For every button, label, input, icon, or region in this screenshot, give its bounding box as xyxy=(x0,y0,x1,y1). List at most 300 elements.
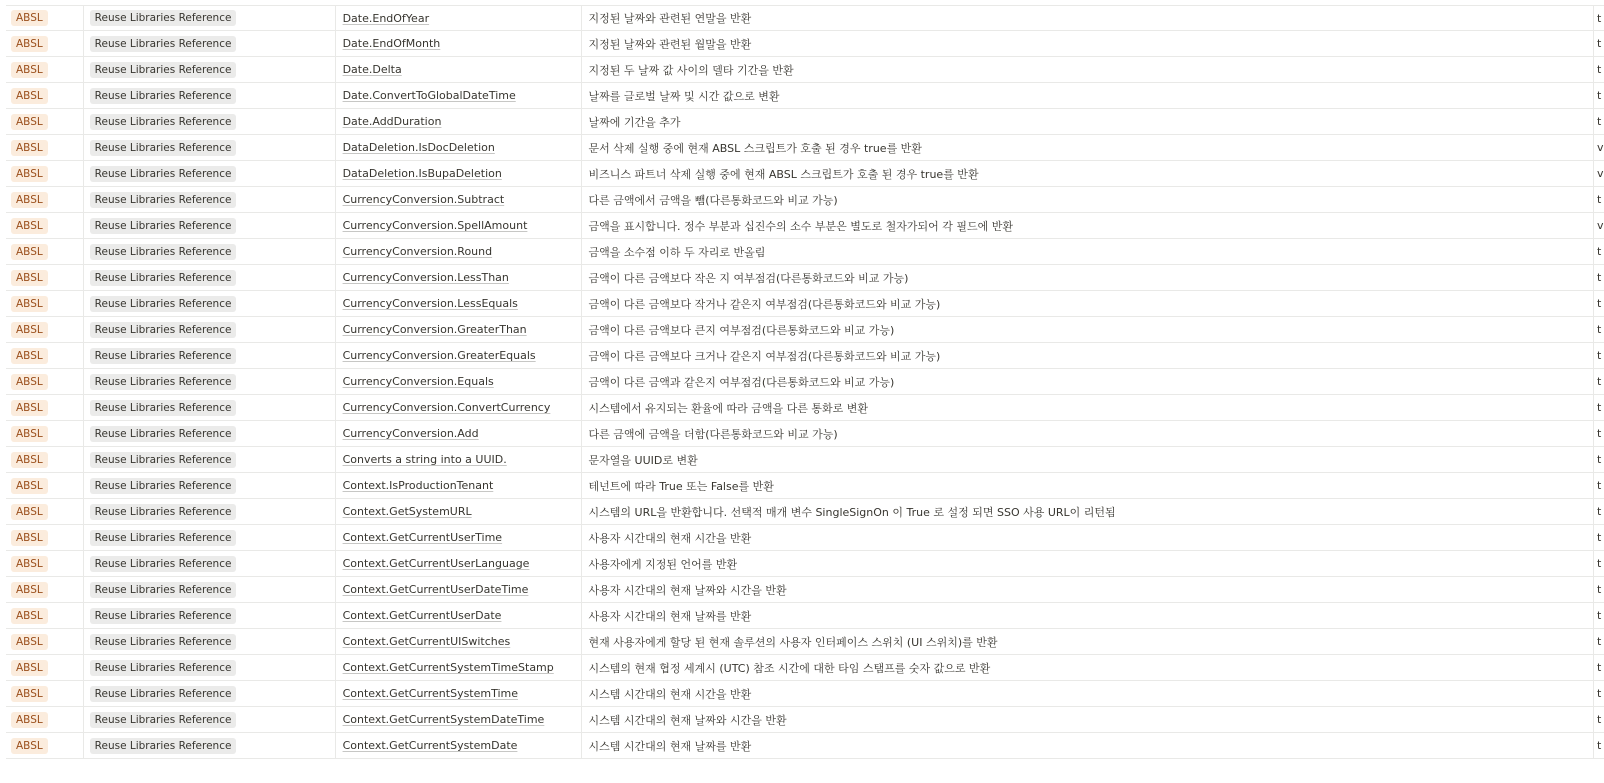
category-cell[interactable] xyxy=(84,109,336,134)
function-name-cell[interactable] xyxy=(336,265,582,290)
category-tag: Reuse Libraries Reference xyxy=(90,530,237,546)
extra-cell[interactable] xyxy=(1594,291,1604,316)
extra-text: t xyxy=(1597,739,1602,752)
type-cell[interactable] xyxy=(6,265,84,290)
description-cell[interactable] xyxy=(582,6,1595,30)
function-name[interactable]: CurrencyConversion.SpellAmount xyxy=(342,219,528,232)
category-tag: Reuse Libraries Reference xyxy=(90,556,237,572)
type-cell[interactable] xyxy=(6,343,84,368)
extra-cell[interactable] xyxy=(1594,109,1604,134)
function-name[interactable]: Converts a string into a UUID. xyxy=(342,453,507,466)
category-tag: Reuse Libraries Reference xyxy=(90,660,237,676)
type-cell[interactable] xyxy=(6,577,84,602)
type-cell[interactable] xyxy=(6,187,84,212)
extra-cell[interactable] xyxy=(1594,655,1604,680)
description-cell[interactable] xyxy=(582,447,1595,472)
reference-table xyxy=(6,5,1604,759)
extra-text: t xyxy=(1597,505,1602,518)
function-name[interactable]: Context.GetCurrentSystemDate xyxy=(342,739,518,752)
extra-text: t xyxy=(1597,635,1602,648)
description-text: 금액이 다른 금액보다 작거나 같은지 여부점검(다른통화코드와 비교 가능) xyxy=(588,297,941,311)
category-tag: Reuse Libraries Reference xyxy=(90,686,237,702)
function-name-cell[interactable] xyxy=(336,187,582,212)
type-tag: ABSL xyxy=(11,192,48,208)
description-cell[interactable] xyxy=(582,135,1595,160)
category-tag: Reuse Libraries Reference xyxy=(90,582,237,598)
type-tag: ABSL xyxy=(11,62,48,78)
extra-text: t xyxy=(1597,37,1602,50)
type-tag: ABSL xyxy=(11,140,48,156)
description-text: 금액이 다른 금액보다 작은 지 여부점검(다른통화코드와 비교 가능) xyxy=(588,271,909,285)
extra-cell[interactable] xyxy=(1594,473,1604,498)
description-cell[interactable] xyxy=(582,681,1595,706)
category-cell[interactable] xyxy=(84,291,336,316)
description-text: 시스템 시간대의 현재 시간을 반환 xyxy=(588,687,752,701)
type-cell[interactable] xyxy=(6,83,84,108)
type-tag: ABSL xyxy=(11,88,48,104)
category-tag: Reuse Libraries Reference xyxy=(90,62,237,78)
extra-text: t xyxy=(1597,453,1602,466)
description-text: 시스템 시간대의 현재 날짜를 반환 xyxy=(588,739,752,753)
function-name[interactable]: Context.GetCurrentUserDateTime xyxy=(342,583,529,596)
category-cell[interactable] xyxy=(84,551,336,576)
category-cell[interactable] xyxy=(84,421,336,446)
category-cell[interactable] xyxy=(84,161,336,186)
extra-cell[interactable] xyxy=(1594,239,1604,264)
category-tag: Reuse Libraries Reference xyxy=(90,400,237,416)
function-name-cell[interactable] xyxy=(336,57,582,82)
function-name-cell[interactable] xyxy=(336,369,582,394)
description-text: 금액을 소수점 이하 두 자리로 반올림 xyxy=(588,245,766,259)
function-name[interactable]: Date.AddDuration xyxy=(342,115,442,128)
function-name-cell[interactable] xyxy=(336,499,582,524)
extra-text: t xyxy=(1597,375,1602,388)
description-text: 날짜를 글로벌 날짜 및 시간 값으로 변환 xyxy=(588,89,780,103)
category-cell[interactable] xyxy=(84,213,336,238)
extra-text: t xyxy=(1597,11,1602,25)
type-cell[interactable] xyxy=(6,681,84,706)
table-row[interactable] xyxy=(6,213,1604,239)
extra-cell[interactable] xyxy=(1594,447,1604,472)
category-cell[interactable] xyxy=(84,577,336,602)
extra-text: t xyxy=(1597,583,1602,596)
category-cell[interactable] xyxy=(84,343,336,368)
type-tag: ABSL xyxy=(11,660,48,676)
description-cell[interactable] xyxy=(582,499,1595,524)
category-cell[interactable] xyxy=(84,473,336,498)
table-row[interactable] xyxy=(6,473,1604,499)
function-name-cell[interactable] xyxy=(336,473,582,498)
category-cell[interactable] xyxy=(84,733,336,758)
extra-cell[interactable] xyxy=(1594,213,1604,238)
type-tag: ABSL xyxy=(11,218,48,234)
description-text: 지정된 두 날짜 값 사이의 델타 기간을 반환 xyxy=(588,63,794,77)
type-cell[interactable] xyxy=(6,473,84,498)
table-row[interactable] xyxy=(6,681,1604,707)
table-row[interactable] xyxy=(6,317,1604,343)
description-cell[interactable] xyxy=(582,733,1595,758)
table-row[interactable] xyxy=(6,239,1604,265)
type-cell[interactable] xyxy=(6,6,84,30)
extra-cell[interactable] xyxy=(1594,57,1604,82)
category-tag: Reuse Libraries Reference xyxy=(90,36,237,52)
category-cell[interactable] xyxy=(84,525,336,550)
function-name-cell[interactable] xyxy=(336,681,582,706)
function-name[interactable]: Date.ConvertToGlobalDateTime xyxy=(342,89,516,102)
table-row[interactable] xyxy=(6,655,1604,681)
category-cell[interactable] xyxy=(84,317,336,342)
table-row[interactable] xyxy=(6,291,1604,317)
type-tag: ABSL xyxy=(11,634,48,650)
type-cell[interactable] xyxy=(6,447,84,472)
category-cell[interactable] xyxy=(84,187,336,212)
description-cell[interactable] xyxy=(582,369,1595,394)
function-name-cell[interactable] xyxy=(336,629,582,654)
type-cell[interactable] xyxy=(6,421,84,446)
table-row[interactable] xyxy=(6,187,1604,213)
description-cell[interactable] xyxy=(582,707,1595,732)
function-name-cell[interactable] xyxy=(336,161,582,186)
table-row[interactable] xyxy=(6,369,1604,395)
function-name-cell[interactable] xyxy=(336,109,582,134)
type-tag: ABSL xyxy=(11,244,48,260)
extra-text: t xyxy=(1597,713,1602,726)
type-tag: ABSL xyxy=(11,426,48,442)
table-row[interactable] xyxy=(6,707,1604,733)
category-cell[interactable] xyxy=(84,6,336,30)
function-name-cell[interactable] xyxy=(336,6,582,30)
extra-cell[interactable] xyxy=(1594,6,1604,30)
extra-text: t xyxy=(1597,271,1602,284)
type-tag: ABSL xyxy=(11,166,48,182)
type-cell[interactable] xyxy=(6,109,84,134)
type-tag: ABSL xyxy=(11,712,48,728)
extra-text: t xyxy=(1597,63,1602,76)
type-tag: ABSL xyxy=(11,582,48,598)
description-text: 시스템의 URL을 반환합니다. 선택적 매개 변수 SingleSignOn 이 True 로 설정 되면 SSO 사용 URL이 리턴됨 xyxy=(588,505,1116,519)
description-text: 사용자에게 지정된 언어를 반환 xyxy=(588,557,738,571)
function-name[interactable]: Context.IsProductionTenant xyxy=(342,479,494,492)
function-name[interactable]: CurrencyConversion.Subtract xyxy=(342,193,505,206)
function-name-cell[interactable] xyxy=(336,31,582,56)
category-tag: Reuse Libraries Reference xyxy=(90,114,237,130)
type-tag: ABSL xyxy=(11,556,48,572)
function-name[interactable]: Date.Delta xyxy=(342,63,402,76)
table-row[interactable] xyxy=(6,395,1604,421)
category-tag: Reuse Libraries Reference xyxy=(90,88,237,104)
function-name-cell[interactable] xyxy=(336,135,582,160)
function-name[interactable]: Context.GetCurrentSystemTimeStamp xyxy=(342,661,554,674)
type-cell[interactable] xyxy=(6,395,84,420)
category-cell[interactable] xyxy=(84,57,336,82)
description-text: 금액이 다른 금액보다 크거나 같은지 여부점검(다른통화코드와 비교 가능) xyxy=(588,349,941,363)
function-name[interactable]: Context.GetCurrentUserDate xyxy=(342,609,502,622)
extra-cell[interactable] xyxy=(1594,161,1604,186)
description-cell[interactable] xyxy=(582,57,1595,82)
category-tag: Reuse Libraries Reference xyxy=(90,712,237,728)
category-cell[interactable] xyxy=(84,135,336,160)
type-tag: ABSL xyxy=(11,322,48,338)
table-row[interactable] xyxy=(6,83,1604,109)
table-row[interactable] xyxy=(6,31,1604,57)
category-tag: Reuse Libraries Reference xyxy=(90,452,237,468)
extra-cell[interactable] xyxy=(1594,525,1604,550)
function-name-cell[interactable] xyxy=(336,213,582,238)
type-cell[interactable] xyxy=(6,551,84,576)
extra-text: t xyxy=(1597,557,1602,570)
table-row[interactable] xyxy=(6,265,1604,291)
category-tag: Reuse Libraries Reference xyxy=(90,166,237,182)
description-cell[interactable] xyxy=(582,239,1595,264)
description-cell[interactable] xyxy=(582,317,1595,342)
function-name[interactable]: Context.GetCurrentUserTime xyxy=(342,531,503,544)
category-cell[interactable] xyxy=(84,447,336,472)
extra-cell[interactable] xyxy=(1594,577,1604,602)
table-row[interactable] xyxy=(6,447,1604,473)
extra-cell[interactable] xyxy=(1594,421,1604,446)
function-name[interactable]: Context.GetSystemURL xyxy=(342,505,472,518)
table-row[interactable] xyxy=(6,499,1604,525)
extra-cell[interactable] xyxy=(1594,187,1604,212)
function-name[interactable]: Context.GetCurrentSystemDateTime xyxy=(342,713,545,726)
type-cell[interactable] xyxy=(6,57,84,82)
category-tag: Reuse Libraries Reference xyxy=(90,244,237,260)
category-cell[interactable] xyxy=(84,707,336,732)
extra-cell[interactable] xyxy=(1594,343,1604,368)
description-cell[interactable] xyxy=(582,525,1595,550)
table-row[interactable] xyxy=(6,603,1604,629)
function-name-cell[interactable] xyxy=(336,83,582,108)
extra-cell[interactable] xyxy=(1594,83,1604,108)
description-cell[interactable] xyxy=(582,603,1595,628)
extra-text: t xyxy=(1597,245,1602,258)
type-cell[interactable] xyxy=(6,603,84,628)
description-text: 금액이 다른 금액보다 큰지 여부점검(다른통화코드와 비교 가능) xyxy=(588,323,895,337)
function-name[interactable]: DataDeletion.IsDocDeletion xyxy=(342,141,495,154)
category-tag: Reuse Libraries Reference xyxy=(90,10,237,26)
description-text: 지정된 날짜와 관련된 연말을 반환 xyxy=(588,12,752,25)
description-cell[interactable] xyxy=(582,83,1595,108)
description-text: 문자열을 UUID로 변환 xyxy=(588,453,698,467)
type-cell[interactable] xyxy=(6,707,84,732)
extra-text: t xyxy=(1597,609,1602,622)
function-name-cell[interactable] xyxy=(336,317,582,342)
function-name[interactable]: CurrencyConversion.GreaterEquals xyxy=(342,349,536,362)
extra-cell[interactable] xyxy=(1594,681,1604,706)
category-tag: Reuse Libraries Reference xyxy=(90,426,237,442)
description-text: 금액이 다른 금액과 같은지 여부점검(다른통화코드와 비교 가능) xyxy=(588,375,895,389)
category-tag: Reuse Libraries Reference xyxy=(90,504,237,520)
type-cell[interactable] xyxy=(6,161,84,186)
description-cell[interactable] xyxy=(582,395,1595,420)
extra-text: t xyxy=(1597,687,1602,700)
extra-cell[interactable] xyxy=(1594,499,1604,524)
table-row[interactable] xyxy=(6,57,1604,83)
type-tag: ABSL xyxy=(11,530,48,546)
type-cell[interactable] xyxy=(6,213,84,238)
description-cell[interactable] xyxy=(582,629,1595,654)
type-tag: ABSL xyxy=(11,114,48,130)
function-name[interactable]: CurrencyConversion.Equals xyxy=(342,375,494,388)
type-cell[interactable] xyxy=(6,31,84,56)
type-tag: ABSL xyxy=(11,504,48,520)
category-cell[interactable] xyxy=(84,629,336,654)
description-text: 금액을 표시합니다. 정수 부분과 십진수의 소수 부분은 별도로 철자가되어 각 필드에 반환 xyxy=(588,219,1014,233)
extra-text: v xyxy=(1597,167,1604,180)
type-cell[interactable] xyxy=(6,135,84,160)
extra-text: t xyxy=(1597,401,1602,414)
extra-text: t xyxy=(1597,479,1602,492)
extra-text: t xyxy=(1597,115,1602,128)
extra-cell[interactable] xyxy=(1594,369,1604,394)
extra-cell[interactable] xyxy=(1594,395,1604,420)
category-cell[interactable] xyxy=(84,239,336,264)
function-name-cell[interactable] xyxy=(336,525,582,550)
function-name-cell[interactable] xyxy=(336,655,582,680)
function-name[interactable]: Context.GetCurrentUISwitches xyxy=(342,635,511,648)
type-tag: ABSL xyxy=(11,348,48,364)
extra-cell[interactable] xyxy=(1594,317,1604,342)
type-cell[interactable] xyxy=(6,239,84,264)
extra-cell[interactable] xyxy=(1594,135,1604,160)
description-cell[interactable] xyxy=(582,291,1595,316)
type-cell[interactable] xyxy=(6,629,84,654)
description-cell[interactable] xyxy=(582,577,1595,602)
function-name-cell[interactable] xyxy=(336,733,582,758)
function-name-cell[interactable] xyxy=(336,577,582,602)
type-tag: ABSL xyxy=(11,400,48,416)
function-name[interactable]: CurrencyConversion.ConvertCurrency xyxy=(342,401,551,414)
category-cell[interactable] xyxy=(84,31,336,56)
function-name-cell[interactable] xyxy=(336,551,582,576)
function-name[interactable]: Date.EndOfMonth xyxy=(342,37,441,50)
function-name-cell[interactable] xyxy=(336,603,582,628)
table-row[interactable] xyxy=(6,577,1604,603)
extra-text: t xyxy=(1597,297,1602,310)
description-text: 문서 삭제 실행 중에 현재 ABSL 스크립트가 호출 된 경우 true를 반환 xyxy=(588,141,922,155)
table-row[interactable] xyxy=(6,525,1604,551)
description-text: 사용자 시간대의 현재 시간을 반환 xyxy=(588,531,752,545)
function-name[interactable]: Date.EndOfYear xyxy=(342,11,430,25)
extra-cell[interactable] xyxy=(1594,603,1604,628)
extra-text: t xyxy=(1597,349,1602,362)
function-name-cell[interactable] xyxy=(336,343,582,368)
type-cell[interactable] xyxy=(6,317,84,342)
description-cell[interactable] xyxy=(582,421,1595,446)
description-cell[interactable] xyxy=(582,551,1595,576)
extra-cell[interactable] xyxy=(1594,551,1604,576)
extra-cell[interactable] xyxy=(1594,31,1604,56)
type-tag: ABSL xyxy=(11,686,48,702)
description-text: 다른 금액에서 금액을 뺌(다른통화코드와 비교 가능) xyxy=(588,193,838,207)
table-row[interactable] xyxy=(6,421,1604,447)
description-cell[interactable] xyxy=(582,161,1595,186)
description-cell[interactable] xyxy=(582,187,1595,212)
description-text: 테넌트에 따라 True 또는 False를 반환 xyxy=(588,479,774,493)
table-row[interactable] xyxy=(6,629,1604,655)
type-tag: ABSL xyxy=(11,270,48,286)
description-text: 시스템의 현재 협정 세계시 (UTC) 참조 시간에 대한 타임 스탬프를 숫자 값으로 반환 xyxy=(588,661,991,675)
table-row[interactable] xyxy=(6,343,1604,369)
description-text: 현재 사용자에게 할당 된 현재 솔루션의 사용자 인터페이스 스위치 (UI 스위치)를 반환 xyxy=(588,635,998,649)
table-row[interactable] xyxy=(6,5,1604,31)
function-name-cell[interactable] xyxy=(336,291,582,316)
function-name-cell[interactable] xyxy=(336,447,582,472)
description-cell[interactable] xyxy=(582,655,1595,680)
extra-text: v xyxy=(1597,141,1604,154)
function-name[interactable]: Context.GetCurrentUserLanguage xyxy=(342,557,530,570)
extra-text: t xyxy=(1597,531,1602,544)
extra-text: v xyxy=(1597,219,1604,232)
function-name-cell[interactable] xyxy=(336,239,582,264)
function-name[interactable]: Context.GetCurrentSystemTime xyxy=(342,687,519,700)
function-name[interactable]: CurrencyConversion.Round xyxy=(342,245,493,258)
function-name[interactable]: CurrencyConversion.LessThan xyxy=(342,271,509,284)
category-cell[interactable] xyxy=(84,369,336,394)
extra-text: t xyxy=(1597,323,1602,336)
extra-cell[interactable] xyxy=(1594,629,1604,654)
type-tag: ABSL xyxy=(11,36,48,52)
type-tag: ABSL xyxy=(11,738,48,754)
function-name[interactable]: DataDeletion.IsBupaDeletion xyxy=(342,167,502,180)
category-tag: Reuse Libraries Reference xyxy=(90,296,237,312)
function-name[interactable]: CurrencyConversion.GreaterThan xyxy=(342,323,527,336)
type-tag: ABSL xyxy=(11,608,48,624)
description-cell[interactable] xyxy=(582,31,1595,56)
category-tag: Reuse Libraries Reference xyxy=(90,348,237,364)
description-text: 날짜에 기간을 추가 xyxy=(588,115,681,129)
category-cell[interactable] xyxy=(84,83,336,108)
function-name[interactable]: CurrencyConversion.LessEquals xyxy=(342,297,518,310)
extra-cell[interactable] xyxy=(1594,265,1604,290)
table-row[interactable] xyxy=(6,109,1604,135)
category-cell[interactable] xyxy=(84,265,336,290)
category-cell[interactable] xyxy=(84,681,336,706)
category-tag: Reuse Libraries Reference xyxy=(90,322,237,338)
extra-cell[interactable] xyxy=(1594,707,1604,732)
category-cell[interactable] xyxy=(84,603,336,628)
type-cell[interactable] xyxy=(6,369,84,394)
table-row[interactable] xyxy=(6,551,1604,577)
function-name-cell[interactable] xyxy=(336,421,582,446)
function-name-cell[interactable] xyxy=(336,707,582,732)
description-text: 사용자 시간대의 현재 날짜를 반환 xyxy=(588,609,752,623)
type-cell[interactable] xyxy=(6,525,84,550)
category-cell[interactable] xyxy=(84,655,336,680)
type-tag: ABSL xyxy=(11,374,48,390)
category-cell[interactable] xyxy=(84,395,336,420)
type-cell[interactable] xyxy=(6,733,84,758)
table-row[interactable] xyxy=(6,733,1604,759)
category-cell[interactable] xyxy=(84,499,336,524)
extra-text: t xyxy=(1597,89,1602,102)
table-row[interactable] xyxy=(6,135,1604,161)
description-cell[interactable] xyxy=(582,213,1595,238)
description-cell[interactable] xyxy=(582,343,1595,368)
function-name-cell[interactable] xyxy=(336,395,582,420)
extra-cell[interactable] xyxy=(1594,733,1604,758)
description-cell[interactable] xyxy=(582,265,1595,290)
type-cell[interactable] xyxy=(6,291,84,316)
extra-text: t xyxy=(1597,427,1602,440)
extra-text: t xyxy=(1597,661,1602,674)
type-cell[interactable] xyxy=(6,655,84,680)
description-cell[interactable] xyxy=(582,473,1595,498)
table-row[interactable] xyxy=(6,161,1604,187)
description-cell[interactable] xyxy=(582,109,1595,134)
function-name[interactable]: CurrencyConversion.Add xyxy=(342,427,479,440)
type-cell[interactable] xyxy=(6,499,84,524)
